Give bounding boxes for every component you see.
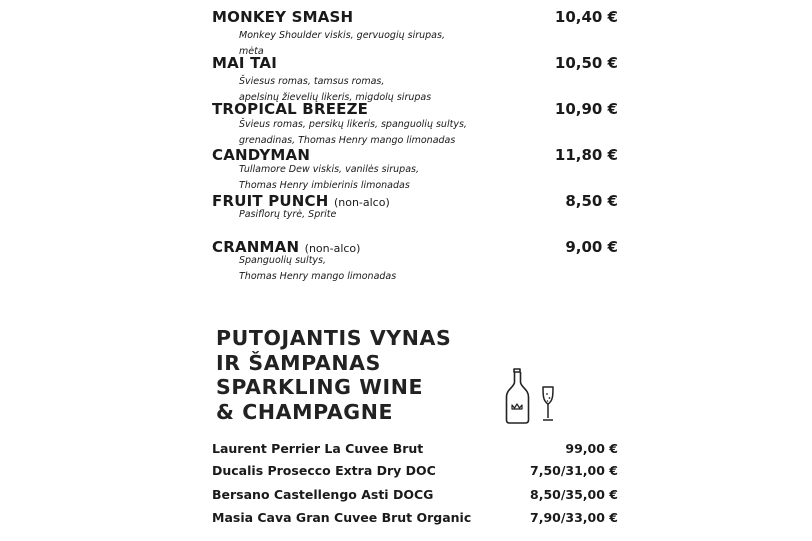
wine-price: 8,50/35,00 € [530,487,618,502]
wine-price: 7,50/31,00 € [530,463,618,478]
sparkling-icons [503,367,563,427]
sparkling-item [212,510,618,530]
item-price: 11,80 € [554,146,618,164]
item-description: Tullamore Dew viskis, vanilės sirupas, Thomas Henry imbierinis limonadas [239,164,419,191]
item-price: 10,50 € [554,54,618,72]
item-description: Švieus romas, persikų likeris, spanguolių sultys, grenadinas, Thomas Henry mango limonadas [239,119,467,146]
sparkling-item [212,441,618,461]
wine-name: Laurent Perrier La Cuvee Brut [212,441,424,456]
champagne-glass-icon [543,387,553,420]
item-description: Šviesus romas, tamsus romas, apelsinų žievelių likeris, migdolų sirupas [239,76,432,103]
wine-name: Masia Cava Gran Cuvee Brut Organic [212,510,472,525]
item-name: FRUIT PUNCH (non-alco) [212,192,390,210]
item-name: CANDYMAN [212,146,311,164]
item-name: MONKEY SMASH [212,8,354,26]
wine-price: 99,00 € [565,441,618,456]
sparkling-item [212,463,618,483]
section-heading: PUTOJANTIS VYNAS IR ŠAMPANAS SPARKLING WINE & CHAMPAGNE [216,326,452,424]
sparkling-item [212,487,618,507]
wine-name: Bersano Castellengo Asti DOCG [212,487,434,502]
item-description: Spanguolių sultys, Thomas Henry mango limonadas [239,255,397,282]
wine-price: 7,90/33,00 € [530,510,618,525]
wine-name: Ducalis Prosecco Extra Dry DOC [212,463,436,478]
item-name: TROPICAL BREEZE [212,100,369,118]
item-name: MAI TAI [212,54,277,72]
champagne-bottle-icon [507,369,529,423]
item-description: Monkey Shoulder viskis, gervuogių sirupas, mėta [239,30,445,57]
item-name: CRANMAN (non-alco) [212,238,361,256]
item-description: Pasiflorų tyrė, Sprite [239,209,337,220]
item-price: 8,50 € [565,192,618,210]
item-price: 9,00 € [565,238,618,256]
item-price: 10,90 € [554,100,618,118]
item-price: 10,40 € [554,8,618,26]
